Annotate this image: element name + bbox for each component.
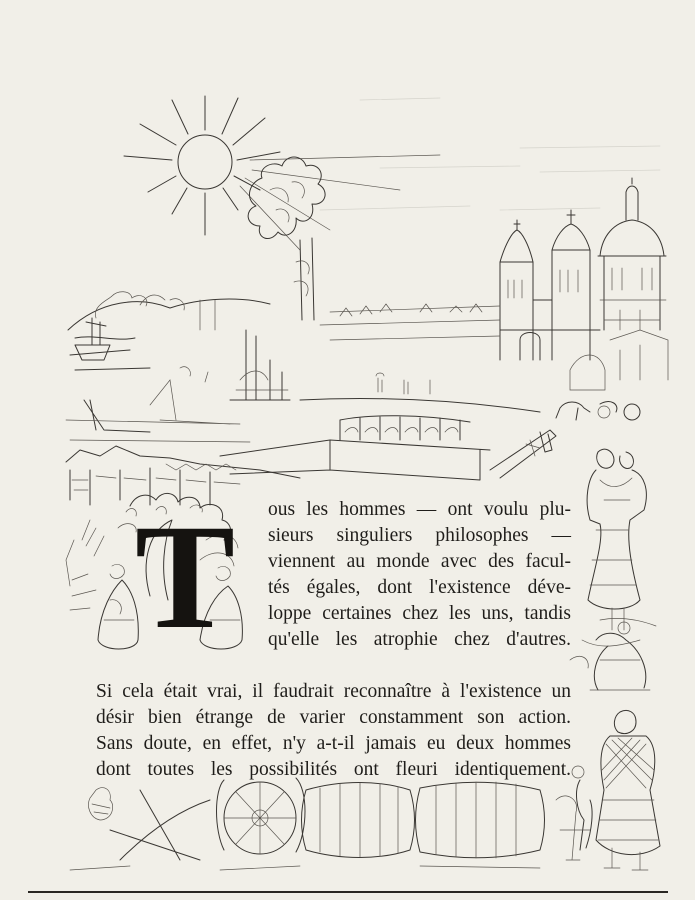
show-through-text	[320, 98, 660, 210]
woman-basket-drawing	[572, 710, 660, 870]
text-line: loppe certaines chez les uns, tandis	[268, 603, 571, 624]
sun-drawing	[124, 96, 440, 250]
text-line: désir bien étrange de varier constamment son action.	[96, 707, 571, 728]
text-line: Sans doute, en effet, n'y a-t-il jamais eu deux hommes	[96, 733, 571, 754]
mother-child-drawing	[587, 449, 656, 630]
harbour-drawing	[66, 292, 640, 442]
smoke-drawing	[248, 157, 325, 320]
text-line: ous les hommes — ont voulu plu-	[268, 499, 571, 520]
text-line: Si cela était vrai, il faudrait reconnaître à l'existence un	[96, 681, 571, 702]
barrels-drawing	[70, 778, 590, 870]
paragraph-full-width	[96, 679, 571, 783]
text-line: sieurs singuliers philosophes —	[268, 525, 571, 546]
text-line: dont toutes les possibilités ont fleuri identiquement.	[96, 759, 571, 780]
text-line: tés égales, dont l'existence déve-	[268, 577, 571, 598]
text-line: viennent au monde avec des facul-	[268, 551, 571, 572]
bottom-rule	[28, 891, 668, 893]
workers-drawing	[570, 622, 650, 690]
drop-cap-letter: T	[135, 494, 234, 660]
paragraph-indented	[268, 497, 571, 653]
text-line: qu'elle les atrophie chez d'autres.	[268, 629, 571, 650]
